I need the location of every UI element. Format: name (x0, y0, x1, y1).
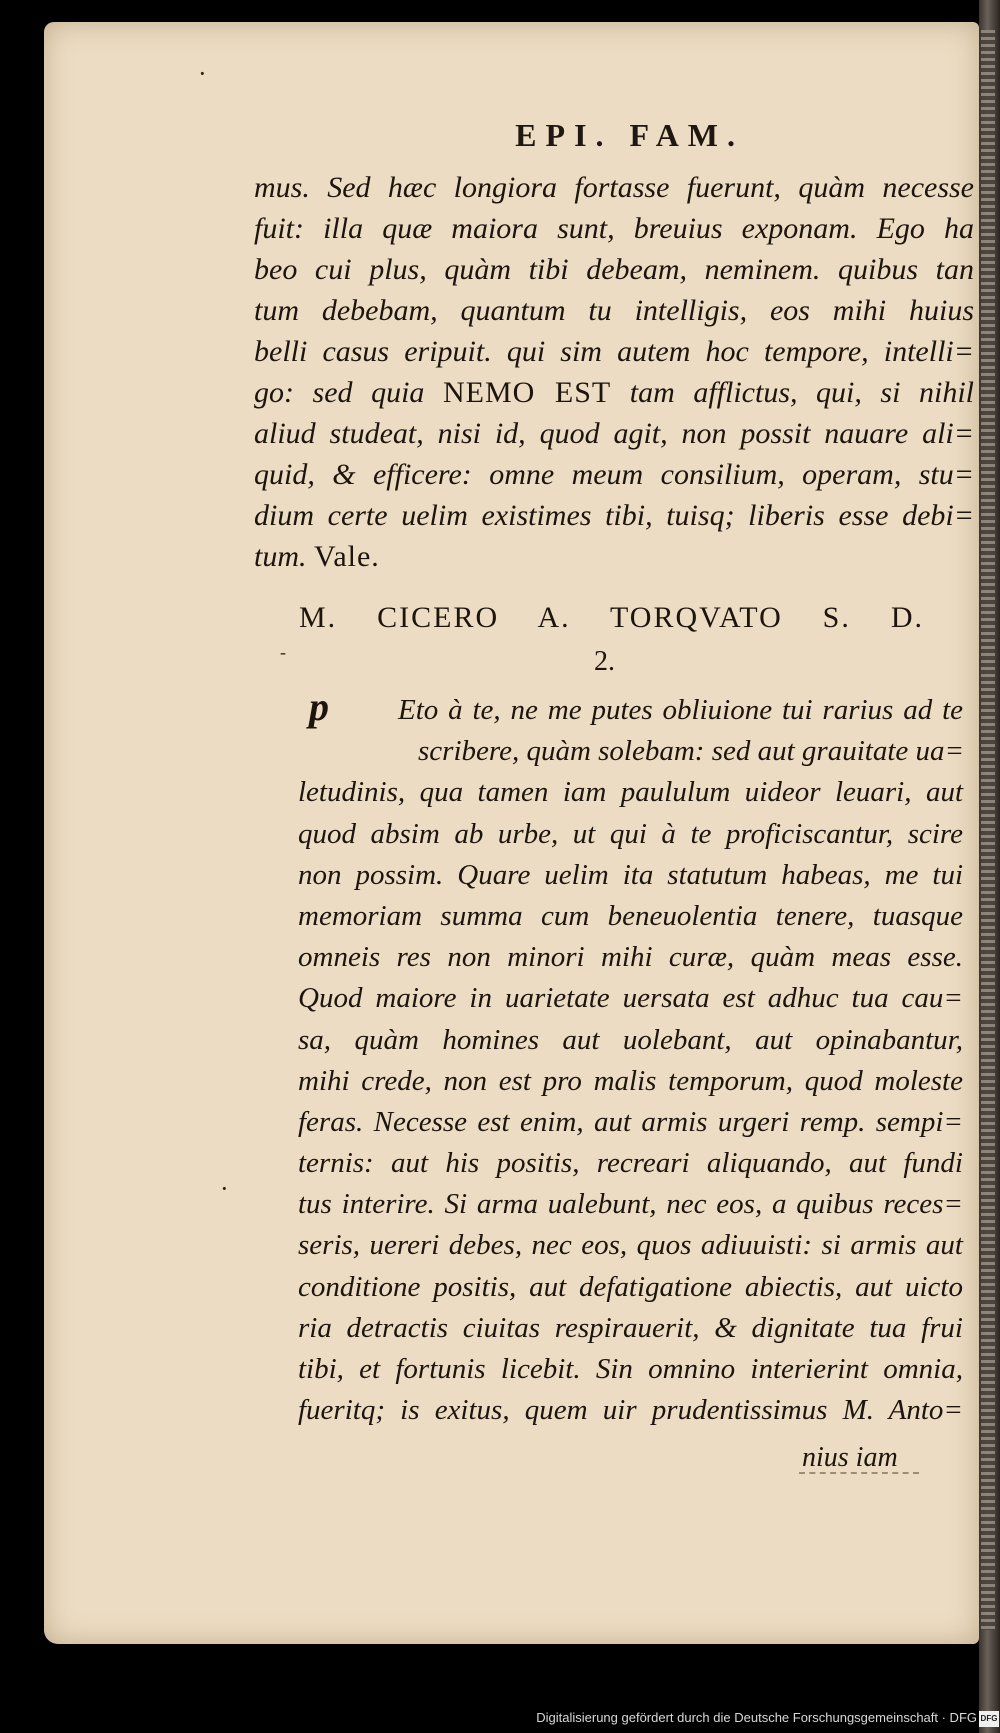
initial-letter: p (309, 684, 329, 729)
text-line: conditione positis, aut defatigatione abiectis, aut uicto (298, 1270, 963, 1303)
nemo-est-caps: NEMO EST (442, 376, 612, 409)
text-line: scribere, quàm solebam: sed aut grauitate ua= (418, 735, 965, 768)
text-line: quod absim ab urbe, ut qui à te proficiscantur, scire (298, 817, 963, 850)
text-line: quid, & efficere: omne meum consilium, operam, stu= (254, 458, 974, 491)
text-line: seris, uereri debes, nec eos, quos adiuuisti: si armis aut (298, 1229, 963, 1262)
text-line: tus interire. Si arma ualebunt, nec eos, a quibus reces= (298, 1188, 963, 1221)
text-line: tibi, et fortunis licebit. Sin omnino interierint omnia, (298, 1353, 963, 1385)
text-line: Eto à te, ne me putes obliuione tui rarius ad te (398, 694, 963, 726)
text-line: fuit: illa quæ maiora sunt, breuius exponam. Ego ha (254, 212, 974, 245)
footer-credit: Digitalisierung gefördert durch die Deutsche Forschungsgemeinschaft · DFG (536, 1710, 977, 1725)
text-line: ria detractis ciuitas respirauerit, & dignitate tua frui (298, 1311, 963, 1344)
text-line: aliud studeat, nisi id, quod agit, non possit nauare ali= (254, 417, 974, 450)
margin-dot: · (220, 1174, 229, 1203)
book-spine-edge (979, 0, 1000, 1733)
text-line: Quod maiore in uarietate uersata est adhuc tua cau= (298, 982, 963, 1015)
text-line (254, 536, 974, 577)
text-line: memoriam summa cum beneuolentia tenere, tuasque (298, 899, 963, 932)
text-line: fueritq; is exitus, quem uir prudentissimus M. Anto= (298, 1394, 963, 1427)
text-line: belli casus eripuit. qui sim autem hoc tempore, intelli= (254, 335, 974, 368)
text-line: tum debebam, quantum tu intelligis, eos mihi huius (254, 294, 974, 327)
text-line: ternis: aut his positis, recreari aliquando, aut fundi (298, 1147, 963, 1180)
text-line: dium certe uelim existimes tibi, tuisq; liberis esse debi= (254, 499, 974, 532)
catchword: nius iam (802, 1442, 898, 1473)
text-line: mihi crede, non est pro malis temporum, quod moleste (298, 1064, 963, 1097)
running-head: EPI. FAM. (515, 117, 744, 153)
text-segment: tum. (254, 540, 314, 573)
text-line: omneis res non minori mihi curæ, quàm meas esse. (298, 941, 963, 974)
text-line: sa, quàm homines aut uolebant, aut opinabantur, (298, 1023, 963, 1056)
text-line: mus. Sed hæc longiora fortasse fuerunt, quàm necesse (254, 171, 974, 204)
text-segment: tam afflictus, qui, si nihil (611, 376, 975, 409)
catchword-underline (799, 1472, 919, 1476)
text-line: letudinis, qua tamen iam paululum uideor leuari, aut (298, 776, 963, 809)
text-line: beo cui plus, quàm tibi debeam, neminem. quibus tan (254, 253, 974, 286)
book-page (44, 22, 979, 1644)
text-segment: go: sed quia (254, 376, 443, 409)
vale-word: Vale. (314, 540, 380, 573)
text-line: non possim. Quare uelim ita statutum habeas, me tui (298, 858, 963, 891)
top-paragraph (254, 167, 974, 577)
text-line (254, 372, 974, 413)
letter-heading: M. CICERO A. TORQVATO S. D. (299, 601, 924, 634)
margin-dash: - (280, 642, 286, 662)
letter-body (298, 690, 963, 1431)
margin-dot: · (198, 59, 207, 88)
text-line: feras. Necesse est enim, aut armis urgeri remp. sempi= (298, 1105, 963, 1138)
dfg-logo: DFG (979, 1711, 999, 1727)
letter-number: 2. (594, 646, 615, 677)
